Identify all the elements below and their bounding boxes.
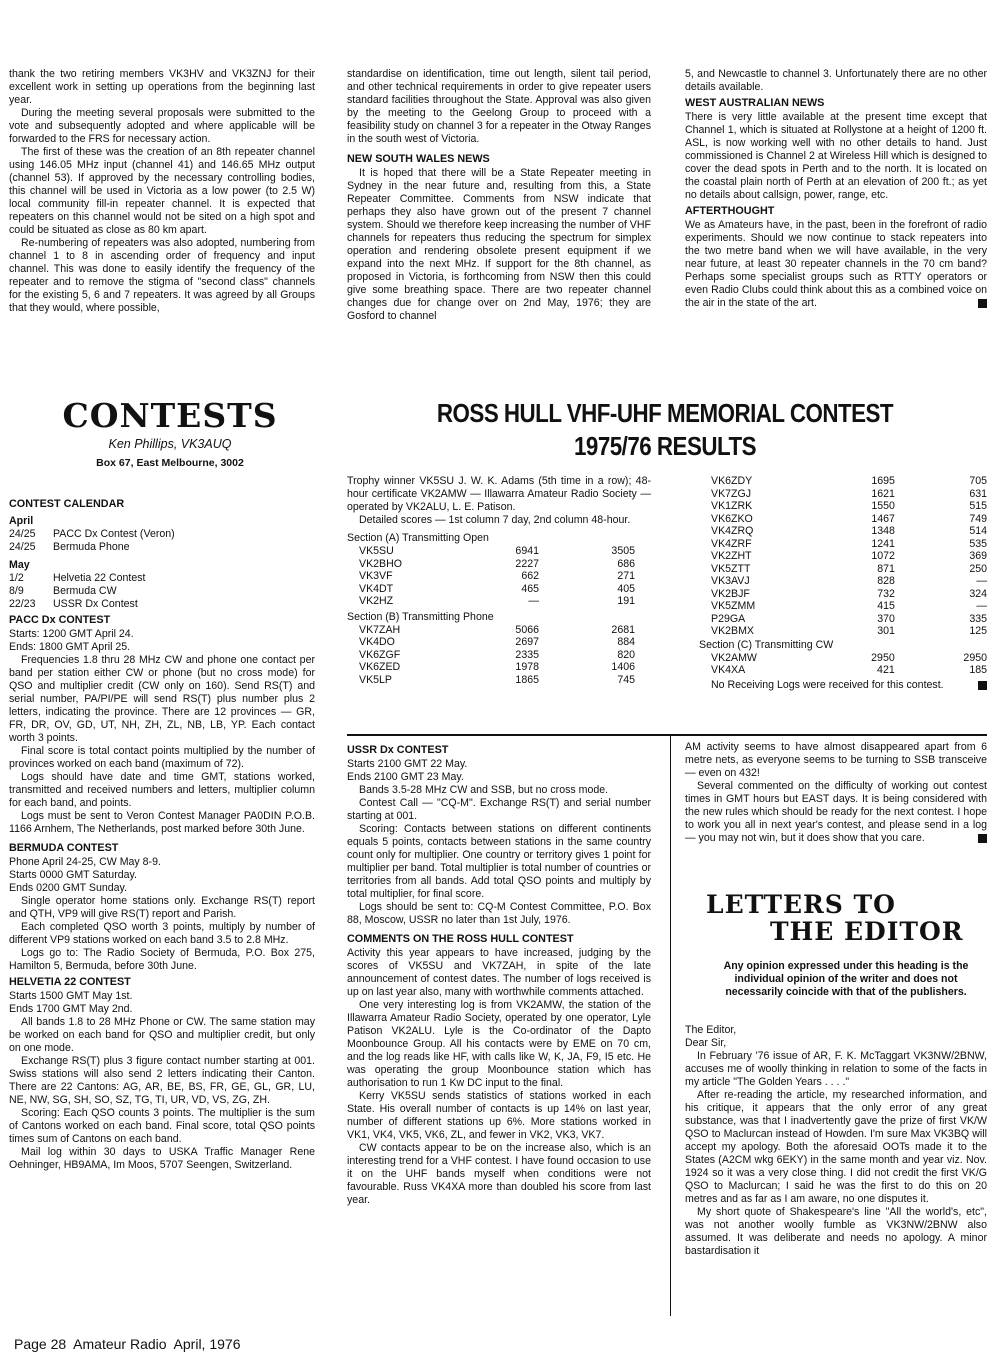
forty-eight-hour-score-cell: 749 bbox=[969, 512, 987, 525]
ross-hull-scores-note: Detailed scores — 1st column 7 day, 2nd column 48-hour. bbox=[359, 514, 631, 526]
calendar-may-label: May bbox=[9, 559, 30, 571]
paragraph: Ends 0200 GMT Sunday. bbox=[9, 882, 127, 894]
end-mark-icon bbox=[978, 834, 987, 843]
helvetia-text bbox=[9, 990, 315, 1172]
paragraph: Ends 1700 GMT May 2nd. bbox=[9, 1003, 133, 1015]
forty-eight-hour-score-cell: 405 bbox=[617, 582, 635, 595]
score-row bbox=[711, 538, 987, 551]
forty-eight-hour-score-cell: 369 bbox=[969, 550, 987, 562]
forty-eight-hour-score-cell: 125 bbox=[969, 625, 987, 637]
paragraph: One very interesting log is from VK2AMW, the station of the Illawarra Amateur Radio Society, operated by one operator, Lyle Patison VK2ALU. Lyle is the Co-ordinator of the Dapto Moonbounce Group. All his contacts were by EME on 70 cm, and the log reads like HF, with calls like W, K, JA, F9, I5 etc. He was operating the group Moonbounce station which has authorisation to run 1 Kw DC input to the final. bbox=[347, 999, 651, 1089]
seven-day-score-cell: 871 bbox=[877, 562, 895, 575]
letter-text bbox=[685, 1050, 987, 1258]
paragraph: Frequencies 1.8 thru 28 MHz CW and phone one contact per band per station either CW or phone (but no cross mode) for QSO and multiplier credit (CW only on 160). Send RS(T) and serial number, PA/PI/PE will send RS(T) plus number plus 2 letters, indicating the province. There are 12 provinces — GR, FR, DR, OV, GD, UT, NH, ZH, ZL, NB, LB, YP. Each contact worth 3 points. bbox=[9, 654, 315, 744]
am-activity-text bbox=[685, 741, 987, 845]
column-divider bbox=[670, 736, 671, 1316]
letter-column bbox=[685, 1024, 987, 1258]
contests-column bbox=[9, 495, 315, 1172]
top-column-2 bbox=[347, 68, 651, 323]
page-footer: Page 28 Amateur Radio April, 1976 bbox=[14, 1336, 241, 1352]
letter-salutation-sir: Dear Sir, bbox=[685, 1037, 727, 1049]
callsign-cell: VK4ZRF bbox=[711, 537, 752, 550]
section-c-label: Section (C) Transmitting CW bbox=[699, 638, 834, 651]
score-row bbox=[711, 500, 987, 513]
forty-eight-hour-score-cell: 514 bbox=[969, 525, 987, 537]
seven-day-score-cell: 1695 bbox=[871, 475, 895, 487]
results-divider bbox=[347, 734, 987, 736]
callsign-cell: VK6ZKO bbox=[711, 512, 753, 525]
paragraph: Exchange RS(T) plus 3 figure contact number starting at 001. Swiss stations will also send 2 letters indicating their Canton. There are 22 Cantons: AG, AR, BE, BS, FR, GE, GL, GR, LU, NE, NW, SG, SH, SO, SZ, TG, TI, UR, VD, VS, ZG, ZH. bbox=[9, 1055, 315, 1106]
score-row bbox=[359, 636, 635, 649]
section-a-label: Section (A) Transmitting Open bbox=[347, 532, 489, 544]
seven-day-score-cell: 370 bbox=[877, 612, 895, 625]
score-row bbox=[359, 595, 635, 608]
section-b-table bbox=[359, 624, 635, 687]
callsign-cell: VK7ZGJ bbox=[711, 487, 752, 500]
seven-day-score-cell: 828 bbox=[877, 575, 895, 587]
seven-day-score-cell: 732 bbox=[877, 587, 895, 600]
forty-eight-hour-score-cell: — bbox=[976, 575, 987, 587]
callsign-cell: VK1ZRK bbox=[711, 500, 753, 512]
ussr-heading: USSR Dx CONTEST bbox=[347, 744, 449, 756]
ussr-text bbox=[347, 758, 651, 927]
ross-hull-intro: Trophy winner VK5SU J. W. K. Adams (5th time in a row); 48-hour certificate VK2AMW — Illawarra Amateur Radio Society — operated by VK2ALU, L. E. Patison. bbox=[347, 475, 651, 513]
paragraph: Re-numbering of repeaters was also adopted, numbering from channel 1 to 8 in ascending order of frequency and input channel. This was done to easily identify the frequency of the repeater and to remove the stigma of "second class" channels for the existing 5, 6 and 7 repeaters. It was agreed by all Groups that they would, where possible, bbox=[9, 237, 315, 314]
paragraph: Scoring: Each QSO counts 3 points. The multiplier is the sum of Cantons worked on each band. Final score, total QSO points times sum of Cantons on each band. bbox=[9, 1107, 315, 1145]
forty-eight-hour-score-cell: 335 bbox=[969, 612, 987, 625]
callsign-cell: VK5ZTT bbox=[711, 562, 751, 575]
afterthought-heading: AFTERTHOUGHT bbox=[685, 205, 775, 217]
ross-hull-title-line1: ROSS HULL VHF-UHF MEMORIAL CONTEST bbox=[436, 398, 894, 428]
paragraph: Logs go to: The Radio Society of Bermuda, P.O. Box 275, Hamilton 5, Bermuda, before 30th June. bbox=[9, 947, 315, 972]
top-column-3 bbox=[685, 68, 987, 310]
calendar-entry bbox=[9, 572, 315, 585]
callsign-cell: VK4DT bbox=[359, 582, 394, 595]
score-row bbox=[359, 661, 635, 674]
ross-hull-title bbox=[365, 398, 965, 462]
seven-day-score-cell: 415 bbox=[877, 600, 895, 612]
paragraph: During the meeting several proposals were submitted to the vote and subsequently adopted and where applicable will be forwarded to the FRS for necessary action. bbox=[9, 107, 315, 145]
paragraph: Starts: 1200 GMT April 24. bbox=[9, 628, 134, 640]
paragraph: Kerry VK5SU sends statistics of stations worked in each State. His overall number of contacts is up 14% on last year, number of different stations up 6%. More stations worked in VK1, VK4, VK5, VK6, ZL, and fewer in VK2, VK3, VK7. bbox=[347, 1090, 651, 1141]
callsign-cell: VK6ZGF bbox=[359, 648, 401, 661]
contests-author: Ken Phillips, VK3AUQ bbox=[108, 437, 232, 451]
end-mark-icon bbox=[978, 681, 987, 690]
score-row bbox=[711, 575, 987, 588]
seven-day-score-cell: 6941 bbox=[515, 545, 539, 557]
calendar-date: 8/9 bbox=[9, 585, 24, 597]
calendar-contest-name: Helvetia 22 Contest bbox=[53, 572, 146, 584]
paragraph: Logs must be sent to Veron Contest Manager PA0DIN P.O.B. 1166 Arnhem, The Netherlands, post marked before 30th June. bbox=[9, 810, 315, 835]
calendar-entry bbox=[9, 585, 315, 598]
letters-title bbox=[690, 890, 990, 946]
pacc-text bbox=[9, 628, 315, 836]
afterthought-text: We as Amateurs have, in the past, been in the forefront of radio experiments. Should we now continue to stack repeaters into the two metre band when we will have available, in the very near future, at least 30 repeater channels in the 70 cm band? Perhaps some specialist groups such as RTTY operators or even Radio Clubs could think about this as a combined voice on the air in the state of the art. bbox=[685, 219, 987, 309]
paragraph: In February '76 issue of AR, F. K. McTaggart VK3NW/2BNW, accuses me of woolly thinking in relation to some of the facts in my article "The Golden Years . . . ." bbox=[685, 1050, 987, 1088]
forty-eight-hour-score-cell: 191 bbox=[617, 595, 635, 607]
paragraph: Ends 2100 GMT 23 May. bbox=[347, 771, 464, 783]
ussr-column bbox=[347, 741, 651, 1207]
score-row bbox=[359, 674, 635, 687]
forty-eight-hour-score-cell: 2681 bbox=[611, 623, 635, 636]
score-row bbox=[711, 613, 987, 626]
seven-day-score-cell: 1550 bbox=[871, 500, 895, 512]
seven-day-score-cell: 662 bbox=[521, 570, 539, 582]
section-b-label: Section (B) Transmitting Phone bbox=[347, 610, 494, 623]
paragraph: Starts 0000 GMT Saturday. bbox=[9, 869, 137, 881]
nsw-news-text: It is hoped that there will be a State Repeater meeting in Sydney in the near future and, resulting from this, a State Repeater Committee. Comments from NSW indicate that perhaps they also have grown out of the present 7 channel system. Should we therefore keep increasing the number of VHF channels for repeaters thus reducing the spectrum for simplex operation and rendering obsolete present equipment if we expand into the next MHz. If support for the 8th channel, as proposed in Victoria, is forthcoming from NSW then this could give some breathing space. There are two repeater channel changes due for change over on 2nd May, 1976; they are Gosford to channel bbox=[347, 167, 651, 322]
forty-eight-hour-score-cell: 2950 bbox=[963, 651, 987, 664]
seven-day-score-cell: 2335 bbox=[515, 648, 539, 661]
calendar-may-list bbox=[9, 572, 315, 611]
callsign-cell: VK5SU bbox=[359, 545, 394, 557]
score-row bbox=[359, 545, 635, 558]
score-row bbox=[359, 583, 635, 596]
seven-day-score-cell: 465 bbox=[521, 582, 539, 595]
forty-eight-hour-score-cell: 250 bbox=[969, 562, 987, 575]
callsign-cell: VK2ZHT bbox=[711, 550, 752, 562]
paragraph: thank the two retiring members VK3HV and VK3ZNJ for their excellent work in setting up operations from the beginning last year. bbox=[9, 68, 315, 106]
section-b-table-continued bbox=[711, 475, 987, 638]
forty-eight-hour-score-cell: 705 bbox=[969, 475, 987, 487]
ross-hull-results-right bbox=[699, 475, 987, 692]
paragraph: Contest Call — "CQ-M". Exchange RS(T) and serial number starting at 001. bbox=[347, 797, 651, 822]
nsw-news-heading: NEW SOUTH WALES NEWS bbox=[347, 153, 490, 165]
bermuda-text bbox=[9, 856, 315, 973]
forty-eight-hour-score-cell: 1406 bbox=[611, 661, 635, 673]
callsign-cell: VK2BMX bbox=[711, 625, 754, 637]
score-row bbox=[711, 588, 987, 601]
calendar-contest-name: Bermuda Phone bbox=[53, 541, 130, 553]
score-row bbox=[711, 513, 987, 526]
paragraph: My short quote of Shakespeare's line "All the world's, etc", was not another woolly fumble as VK3NW/2BNW also assumed. It was deliberate and needs no apology. A minor bastardisation it bbox=[685, 1206, 987, 1257]
callsign-cell: VK2HZ bbox=[359, 595, 394, 607]
callsign-cell: VK7ZAH bbox=[359, 623, 401, 636]
calendar-date: 22/23 bbox=[9, 598, 36, 610]
score-row bbox=[711, 600, 987, 613]
seven-day-score-cell: 421 bbox=[877, 664, 895, 676]
paragraph: Starts 2100 GMT 22 May. bbox=[347, 758, 468, 770]
paragraph: AM activity seems to have almost disappeared apart from 6 metre nets, as everyone seems to be turning to SSB transceive — even on 432! bbox=[685, 741, 987, 779]
calendar-contest-name: USSR Dx Contest bbox=[53, 598, 138, 610]
callsign-cell: VK2BHO bbox=[359, 557, 402, 570]
score-row bbox=[711, 563, 987, 576]
callsign-cell: VK6ZED bbox=[359, 661, 401, 673]
bermuda-heading: BERMUDA CONTEST bbox=[9, 842, 119, 854]
helvetia-heading: HELVETIA 22 CONTEST bbox=[9, 976, 131, 988]
paragraph: Logs should have date and time GMT, stations worked, transmitted and received numbers and letters, multiplier column for each band, and points. bbox=[9, 771, 315, 809]
letters-disclaimer: Any opinion expressed under this heading is the individual opinion of the writer and does not necessarily coincide with that of the publishers. bbox=[723, 960, 969, 998]
forty-eight-hour-score-cell: 631 bbox=[969, 487, 987, 500]
forty-eight-hour-score-cell: 686 bbox=[617, 557, 635, 570]
paragraph: All bands 1.8 to 28 MHz Phone or CW. The same station may be worked on each band for QSO and multiplier credit, but only on one mode. bbox=[9, 1016, 315, 1054]
forty-eight-hour-score-cell: 185 bbox=[969, 664, 987, 676]
am-activity-column bbox=[685, 741, 987, 845]
calendar-entry bbox=[9, 598, 315, 611]
forty-eight-hour-score-cell: 3505 bbox=[611, 545, 635, 557]
letter-salutation-editor: The Editor, bbox=[685, 1024, 737, 1036]
paragraph: Mail log within 30 days to USKA Traffic Manager Rene Oehninger, HB9AMA, Im Moos, 5707 Seengen, Switzerland. bbox=[9, 1146, 315, 1171]
comments-heading: COMMENTS ON THE ROSS HULL CONTEST bbox=[347, 933, 574, 945]
paragraph: Scoring: Contacts between stations on different continents equals 5 points, contacts between stations in the same country count only for multiplier. One country or territory gives 1 point for multiplier per band. Total multiplier is total number of countries or territories from all bands. Add total QSO points and multiply by total multiplier, for final score. bbox=[347, 823, 651, 900]
paragraph: After re-reading the article, my researched information, and his critique, it appears that the only error of any great substance, was that I inadvertently gave the prize of first VK/W QSO to Maclurcan instead of Howden. I'm sure Max VK3BQ will accept my apology. Both the aforesaid OOTs made it to the States (A2CM wkg 6EKY) in the same month and year viz. Nov. 1924 so it was a very close thing. I did not credit the first VK/G QSO to Maclurcan; I said he was the first to do this on 20 metres and as far as I am aware, no one disputes it. bbox=[685, 1089, 987, 1205]
callsign-cell: VK6ZDY bbox=[711, 475, 753, 487]
seven-day-score-cell: 2227 bbox=[515, 557, 539, 570]
forty-eight-hour-score-cell: 515 bbox=[969, 500, 987, 512]
score-row bbox=[711, 664, 987, 677]
paragraph: Bands 3.5-28 MHz CW and SSB, but no cross mode. bbox=[359, 784, 609, 796]
comments-text bbox=[347, 947, 651, 1207]
victoria-repeater-continued: standardise on identification, time out length, silent tail period, and other technical requirements in order to give repeater users standard facilities throughout the State. Approval was also given by the meeting to the Geelong Group to proceed with a feasibility study on channel 3 for a repeater in the Otway Ranges in the south west of Victoria. bbox=[347, 68, 651, 145]
paragraph: Final score is total contact points multiplied by the number of provinces worked on each band (maximum of 72). bbox=[9, 745, 315, 770]
letters-title-line1: LETTERS TO bbox=[706, 890, 896, 919]
paragraph: Phone April 24-25, CW May 8-9. bbox=[9, 856, 161, 868]
score-row bbox=[359, 570, 635, 583]
calendar-date: 24/25 bbox=[9, 528, 36, 540]
top-column-1 bbox=[9, 68, 315, 315]
callsign-cell: VK5LP bbox=[359, 673, 392, 686]
forty-eight-hour-score-cell: 820 bbox=[617, 648, 635, 661]
score-row bbox=[711, 652, 987, 665]
calendar-contest-name: PACC Dx Contest (Veron) bbox=[53, 528, 175, 540]
callsign-cell: VK4ZRQ bbox=[711, 525, 754, 537]
paragraph: Activity this year appears to have increased, judging by the scores of VK5SU and VK7ZAH, in spite of the late announcement of contest dates. The number of logs received is up on last year also, many with worthwhile comments attached. bbox=[347, 947, 651, 998]
seven-day-score-cell: 1865 bbox=[515, 673, 539, 686]
section-c-table bbox=[711, 652, 987, 677]
score-row bbox=[359, 649, 635, 662]
calendar-entry bbox=[9, 541, 315, 554]
contest-calendar-heading: CONTEST CALENDAR bbox=[9, 498, 125, 510]
seven-day-score-cell: 1072 bbox=[871, 550, 895, 562]
seven-day-score-cell: 1348 bbox=[871, 525, 895, 537]
calendar-date: 1/2 bbox=[9, 572, 24, 584]
callsign-cell: VK2AMW bbox=[711, 651, 757, 664]
callsign-cell: VK3VF bbox=[359, 570, 393, 582]
seven-day-score-cell: 5066 bbox=[515, 623, 539, 636]
west-australian-news-text: There is very little available at the present time except that Channel 1, which is situated at Rollystone at a height of 1200 ft. ASL, is now working well with no other details to hand. Just commissioned is Channel 2 at Wireless Hill which is designed to cover the dead spots in Perth and to the north. It is located on the coastal plain north of Perth at an elevation of 200 ft.; as yet no details about callsign, power, range, etc. bbox=[685, 111, 987, 201]
calendar-april-label: April bbox=[9, 515, 34, 527]
forty-eight-hour-score-cell: 884 bbox=[617, 636, 635, 648]
calendar-april-list bbox=[9, 528, 315, 554]
contests-address: Box 67, East Melbourne, 3002 bbox=[96, 457, 244, 469]
callsign-cell: VK4XA bbox=[711, 664, 746, 676]
callsign-cell: VK3AVJ bbox=[711, 575, 750, 587]
score-row bbox=[359, 624, 635, 637]
callsign-cell: VK5ZMM bbox=[711, 600, 756, 612]
contests-title: CONTESTS bbox=[62, 396, 278, 435]
seven-day-score-cell: 1978 bbox=[515, 661, 539, 673]
paragraph: The first of these was the creation of an 8th repeater channel using 146.05 MHz input (channel 41) and 146.65 MHz output (channel 53). If approved by the necessary controlling bodies, this channel will be used in Victoria as a low power (to 2.5 W) local community fill-in repeater channel. It is expected that repeaters on this channel would not be sited on a high spot and could be situated as close as 80 km apart. bbox=[9, 146, 315, 236]
forty-eight-hour-score-cell: — bbox=[976, 600, 987, 612]
score-row bbox=[711, 488, 987, 501]
seven-day-score-cell: 301 bbox=[877, 625, 895, 637]
score-row bbox=[711, 550, 987, 563]
end-mark-icon bbox=[978, 299, 987, 308]
paragraph: Ends: 1800 GMT April 25. bbox=[9, 641, 131, 653]
letters-title-line2: THE EDITOR bbox=[770, 917, 964, 946]
callsign-cell: VK4DO bbox=[359, 636, 395, 648]
calendar-entry bbox=[9, 528, 315, 541]
calendar-date: 24/25 bbox=[9, 541, 36, 553]
score-row bbox=[711, 625, 987, 638]
paragraph: Each completed QSO worth 3 points, multiply by number of different VP9 stations worked on each band 3.5 to 2.8 MHz. bbox=[9, 921, 315, 946]
seven-day-score-cell: 1467 bbox=[871, 512, 895, 525]
callsign-cell: VK2BJF bbox=[711, 587, 750, 600]
forty-eight-hour-score-cell: 535 bbox=[969, 537, 987, 550]
section-a-table bbox=[359, 545, 635, 608]
pacc-heading: PACC Dx CONTEST bbox=[9, 614, 111, 626]
score-row bbox=[711, 475, 987, 488]
ross-hull-results-left bbox=[347, 475, 651, 686]
no-receiving-logs-note: No Receiving Logs were received for this contest. bbox=[699, 679, 987, 692]
seven-day-score-cell: 1621 bbox=[871, 487, 895, 500]
score-row bbox=[359, 558, 635, 571]
paragraph: Starts 1500 GMT May 1st. bbox=[9, 990, 133, 1002]
seven-day-score-cell: 2950 bbox=[871, 651, 895, 664]
calendar-contest-name: Bermuda CW bbox=[53, 585, 117, 597]
paragraph: Single operator home stations only. Exchange RS(T) report and QTH, VP9 will give RS(T) report and Parish. bbox=[9, 895, 315, 920]
seven-day-score-cell: 1241 bbox=[871, 537, 895, 550]
paragraph: Logs should be sent to: CQ-M Contest Committee, P.O. Box 88, Moscow, USSR no later than 1st July, 1976. bbox=[347, 901, 651, 926]
paragraph: CW contacts appear to be on the increase also, which is an interesting trend for a VHF contest. I have found occasion to use it on the UHF bands myself when conditions were not favourable. Russ VK4XA more than doubled his score from last year. bbox=[347, 1142, 651, 1206]
seven-day-score-cell: — bbox=[528, 595, 539, 607]
west-australian-news-heading: WEST AUSTRALIAN NEWS bbox=[685, 97, 825, 109]
forty-eight-hour-score-cell: 324 bbox=[969, 587, 987, 600]
score-row bbox=[711, 525, 987, 538]
ross-hull-title-line2: 1975/76 RESULTS bbox=[574, 431, 756, 461]
paragraph: Several commented on the difficulty of working out contest times in GMT hours but EAST days. It is being considered with the new rules which should be ready for the next contest. I hope to work you all in next year's contest, and please send in a log — you may not win, but it does show that you care. bbox=[685, 780, 987, 844]
forty-eight-hour-score-cell: 271 bbox=[617, 570, 635, 582]
callsign-cell: P29GA bbox=[711, 612, 746, 625]
seven-day-score-cell: 2697 bbox=[515, 636, 539, 648]
nsw-news-continued: 5, and Newcastle to channel 3. Unfortunately there are no other details available. bbox=[685, 68, 987, 93]
forty-eight-hour-score-cell: 745 bbox=[617, 673, 635, 686]
